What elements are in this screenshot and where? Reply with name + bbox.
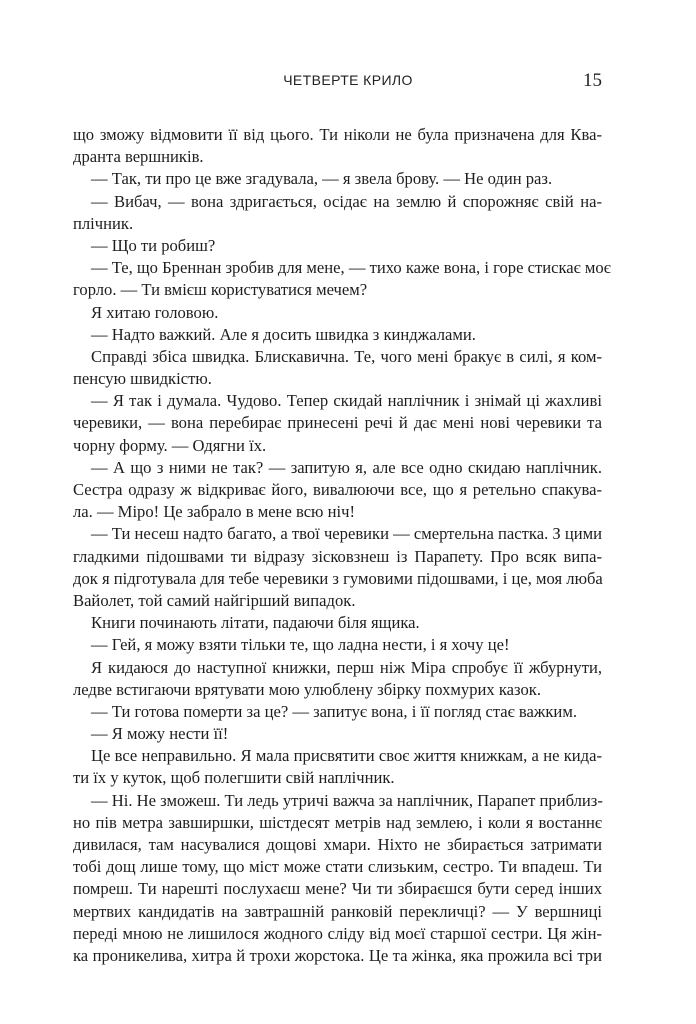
text-line: гладкими підошвами ти відразу зісковзнеш із Парапету. Про всяк випа- [73,546,602,566]
text-line: Книги починають літати, падаючи біля ящика. [91,613,420,633]
text-line: — Те, що Бреннан зробив для мене, — тихо каже вона, і горе стискає моє [91,258,611,278]
text-line: — Я можу нести її! [91,724,229,744]
text-line: ти їх у куток, щоб полегшити свій наплічник. [73,768,395,788]
text-line: горло. — Ти вмієш користуватися мечем? [73,280,368,300]
text-line: Сестра одразу ж відкриває його, вивалюючи все, що я ретельно спакува- [73,480,602,499]
text-line: — Я так і думала. Чудово. Тепер скидай наплічник і знімай ці жахливі [91,391,602,411]
text-line: ка проникелива, хитра й трохи жорстока. Це та жінка, яка прожила всі три [73,945,602,965]
text-line: пенсую швидкістю. [73,369,212,389]
text-line: дивилася, там насувалися дощові хмари. Ніхто не збирається затримати [73,835,602,854]
page-header [0,70,696,94]
body-text [73,124,611,967]
text-line: плічник. [73,213,134,233]
text-line: ледве встигаючи врятувати мою улюблену збірку похмурих казок. [73,679,541,699]
text-line: док я підготувала для тебе черевики з гумовими підошвами, і це, моя люба [73,568,603,588]
text-line: Я кидаюся до наступної книжки, перш ніж Міра спробує її жбурнути, [91,657,602,677]
text-line: — Ти несеш надто багато, а твої черевики — смертельна пастка. З цими [91,524,602,544]
text-line: Це все неправильно. Я мала присвятити своє життя книжкам, а не кида- [91,746,602,766]
text-line: — А що з ними не так? — запитую я, але все одно скидаю наплічник. [91,457,602,477]
running-title: ЧЕТВЕРТЕ КРИЛО [283,72,413,88]
text-line: що зможу відмовити її від цього. Ти ніколи не була призначена для Ква- [73,125,602,144]
text-line: мертвих кандидатів на завтрашній ранковій перекличці? — У вершниці [73,901,602,921]
text-line: тобі дощ лише тому, що міст може стати слизьким, сестро. Ти впадеш. Ти [73,857,602,877]
text-line: — Що ти робиш? [91,235,216,255]
text-line: — Надто важкий. Але я досить швидка з кинджалами. [91,324,476,344]
text-line: Справді збіса швидка. Блискавична. Те, чого мені бракує в силі, я ком- [91,346,602,366]
text-line: помреш. Ти нарешті послухаєш мене? Чи ти збираєшся бути серед інших [73,879,602,899]
text-line: дранта вершників. [73,147,204,167]
text-line: Я хитаю головою. [91,302,219,322]
text-line: ла. — Міро! Це забрало в мене всю ніч! [73,502,355,522]
page-number: 15 [583,70,602,91]
text-line: чорну форму. — Одягни їх. [73,435,267,455]
text-line: — Гей, я можу взяти тільки те, що ладна нести, і я хочу це! [91,635,510,655]
text-line: — Вибач, — вона здригається, осідає на землю й спорожняє свій на- [91,191,602,211]
text-line: черевики, — вона перебирає принесені речі й дає мені нові черевики та [73,413,602,433]
text-line: — Ні. Не зможеш. Ти ледь утричі важча за наплічник, Парапет приблиз- [91,790,603,810]
text-line: — Так, ти про це вже згадувала, — я звела брову. — Не один раз. [91,169,553,189]
text-line: переді мною не лишилося жодного сліду від моєї старшої сестри. Ця жін- [73,923,602,943]
text-line: Вайолет, той самий найгірший випадок. [73,590,356,610]
text-line: но пів метра завширшки, шістдесят метрів над землею, і коли я востаннє [73,812,602,832]
text-line: — Ти готова померти за це? — запитує вона, і її погляд стає важким. [91,701,577,721]
